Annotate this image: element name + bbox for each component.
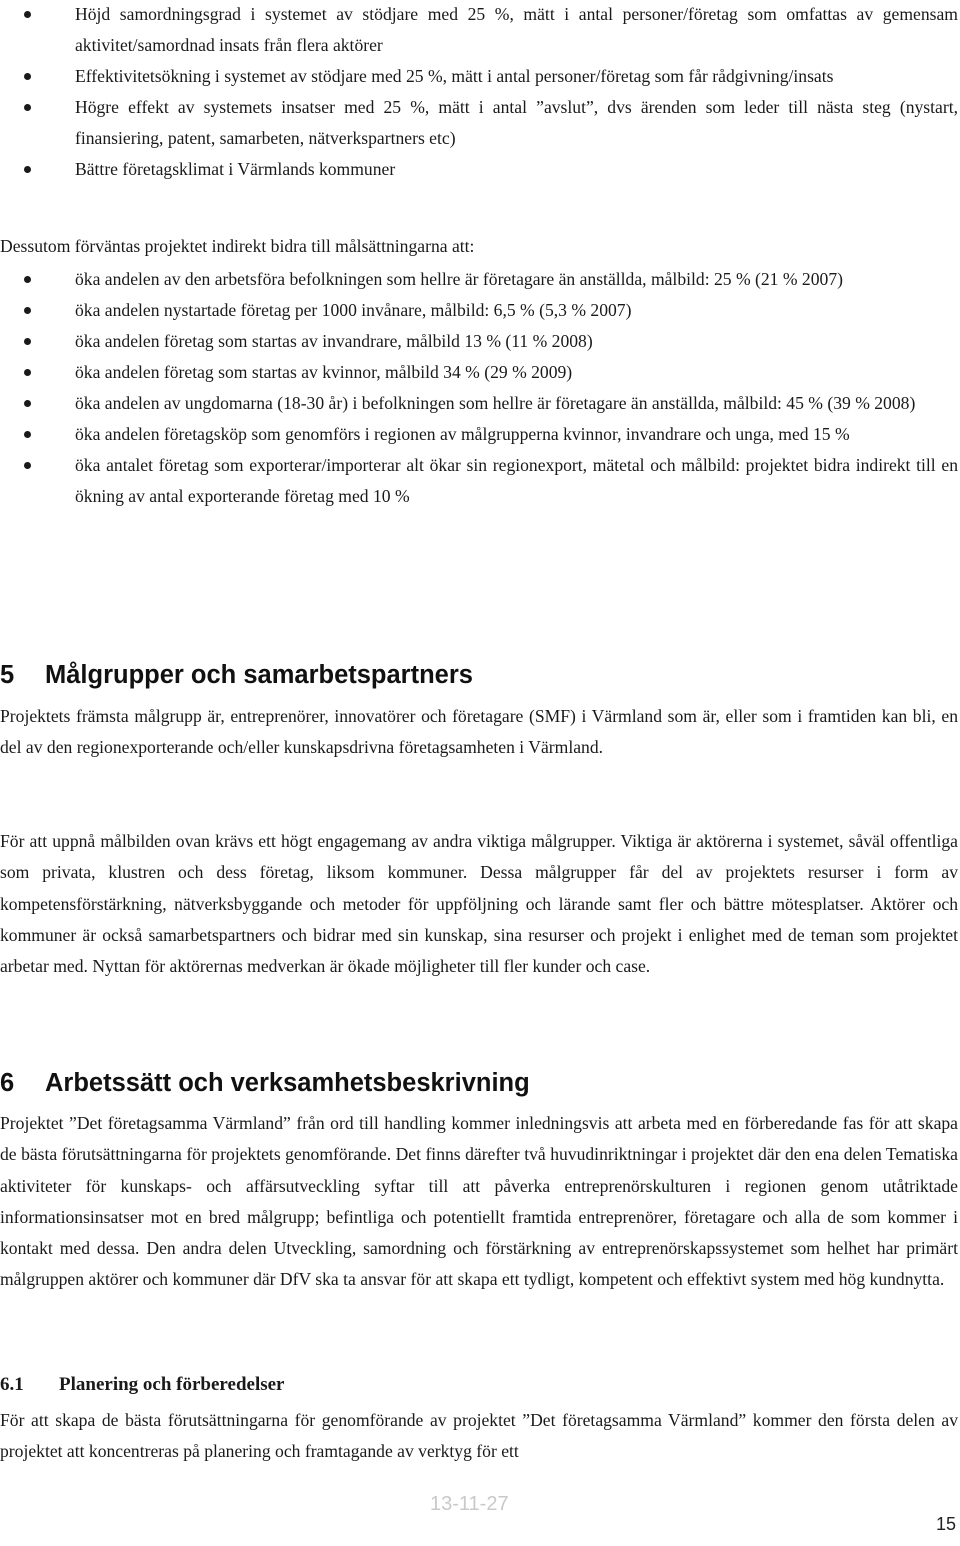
bullet-icon [24,73,31,80]
list-item-text: öka antalet företag som exporterar/importerar alt ökar sin regionexport, mätetal och målbild: projektet bidra indirekt till en ökning av antal exporterande företag med 10 % [75,455,958,506]
footer-date: 13-11-27 [430,1493,509,1515]
list-item [0,264,958,295]
bullet-icon [24,276,31,283]
bullet-icon [24,462,31,469]
list-item-text: Höjd samordningsgrad i systemet av stödjare med 25 %, mätt i antal personer/företag som omfattas av gemensam aktivitet/samordnad insats från flera aktörer [75,4,958,55]
section-title: Planering och förberedelser [59,1374,285,1395]
section-6-paragraph-1: Projektet ”Det företagsamma Värmland” från ord till handling kommer inledningsvis att arbeta med en förberedande fas för att skapa de bästa förutsättningarna för projektets genomförande. Det finns därefter två huvudinriktningar i projektet där den ena delen Tematiska aktiviteter för kunskaps- och affärsutveckling syftar till att påverka entreprenörskulturen i regionen genom utåtriktade informationsinsatser mot en bred målgrupp; befintliga och potentiellt framtida entreprenörer, företagare och alla de som kommer i kontakt med dessa. Den andra delen Utveckling, samordning och förstärkning av entreprenörskapssystemet som helhet har primärt målgruppen aktörer och kommuner där DfV ska ta ansvar för att skapa ett tydligt, kompetent och effektivt system med hög kundnytta. [0,1113,958,1290]
goal-bullet-list [0,264,958,512]
list-item-text: öka andelen av ungdomarna (18-30 år) i befolkningen som hellre är företagare än anställda, målbild: 45 % (39 % 2008) [75,393,916,413]
list-item-text: öka andelen företag som startas av invandrare, målbild 13 % (11 % 2008) [75,331,593,351]
section-number: 5 [0,661,15,689]
bullet-icon [24,307,31,314]
list-item [0,357,958,388]
bullet-icon [24,369,31,376]
section-6-1-paragraph-1: För att skapa de bästa förutsättningarna för genomförande av projektet ”Det företagsamma Värmland” kommer den första delen av projektet att koncentreras på planering och framtagande av verktyg för ett [0,1410,958,1462]
list-item [0,326,958,357]
list-item-text: öka andelen företagsköp som genomförs i regionen av målgrupperna kvinnor, invandrare och unga, med 15 % [75,424,850,444]
list-item [0,450,958,512]
list-item-text: öka andelen nystartade företag per 1000 invånare, målbild: 6,5 % (5,3 % 2007) [75,300,632,320]
list-item [0,0,958,61]
list-item [0,92,958,154]
list-item-text: öka andelen av den arbetsföra befolkningen som hellre är företagare än anställda, målbild: 25 % (21 % 2007) [75,269,843,289]
page-number: 15 [936,1514,957,1534]
section-6-heading [0,1066,530,1100]
section-number: 6 [0,1069,15,1097]
bullet-icon [24,104,31,111]
list-item [0,295,958,326]
list-item-text: Högre effekt av systemets insatser med 25 %, mätt i antal ”avslut”, dvs ärenden som leder till nästa steg (nystart, finansiering, patent, samarbeten, nätverkspartners etc) [75,97,958,148]
list-item-text: öka andelen företag som startas av kvinnor, målbild 34 % (29 % 2009) [75,362,573,382]
bullet-icon [24,11,31,18]
list-item-text: Bättre företagsklimat i Värmlands kommuner [75,159,396,179]
list-item [0,61,958,92]
list-item [0,388,958,419]
section-5-paragraph-2: För att uppnå målbilden ovan krävs ett högt engagemang av andra viktiga målgrupper. Viktiga är aktörerna i systemet, såväl offentliga som privata, klustren och dess företag, liksom kommuner. Dessa målgrupper får del av projektets resurser i form av kompetensförstärkning, nätverksbyggande och metoder för uppföljning och lärande samt fler och bättre mötesplatser. Aktörer och kommuner är också samarbetspartners och bidrar med sin kunskap, sina resurser och projekt i enlighet med de teman som projektet arbetar med. Nyttan för aktörernas medverkan är ökade möjligheter till fler kunder och case. [0,831,958,977]
bullet-icon [24,166,31,173]
section-5-heading [0,658,473,692]
list-item [0,154,958,185]
section-title: Målgrupper och samarbetspartners [45,661,473,689]
bullet-icon [24,400,31,407]
list-item-text: Effektivitetsökning i systemet av stödjare med 25 %, mätt i antal personer/företag som får rådgivning/insats [75,66,834,86]
result-bullet-list [0,0,958,185]
bullet-icon [24,431,31,438]
section-title: Arbetssätt och verksamhetsbeskrivning [45,1069,530,1097]
section-number: 6.1 [0,1374,24,1395]
list-item [0,419,958,450]
section-6-1-heading [0,1370,285,1400]
section-5-paragraph-1: Projektets främsta målgrupp är, entreprenörer, innovatörer och företagare (SMF) i Värmland som är, eller som i framtiden kan bli, en del av den regionexporterande och/eller kunskapsdrivna företagsamheten i Värmland. [0,706,958,758]
intro-text: Dessutom förväntas projektet indirekt bidra till målsättningarna att: [0,236,475,256]
bullet-icon [24,338,31,345]
